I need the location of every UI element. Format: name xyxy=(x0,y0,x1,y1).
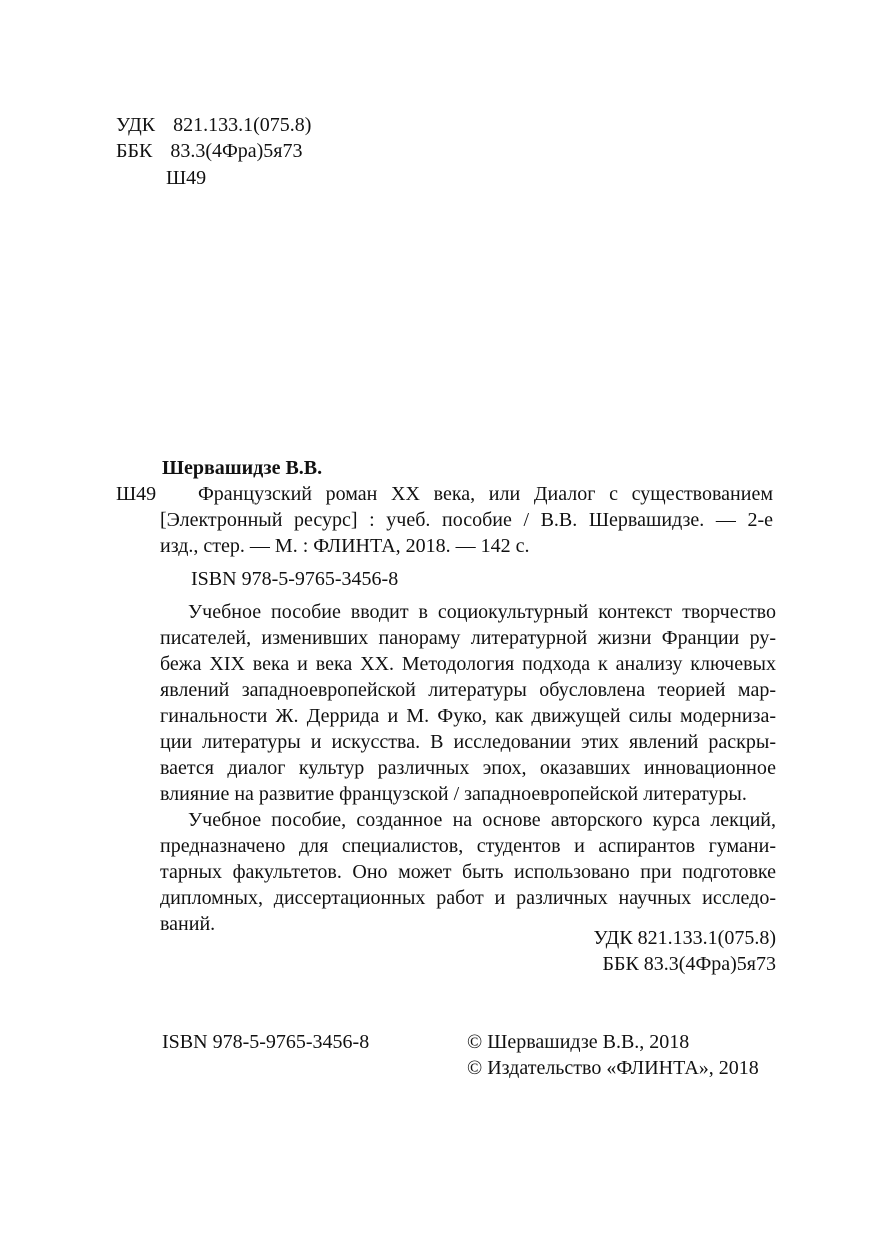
record-title-line-3: изд., стер. — М. : ФЛИНТА, 2018. — 142 с. xyxy=(160,535,530,557)
abstract-p2-line-5: ваний. xyxy=(160,913,216,935)
footer-copyright-author: © Шервашидзе В.В., 2018 xyxy=(467,1031,690,1053)
abstract-p2-line-2: предназначено для специалистов, студентов и аспирантов гумани- xyxy=(160,835,776,857)
classification-udk: УДК 821.133.1(075.8) xyxy=(593,927,776,949)
abstract-p2-line-4: дипломных, диссертационных работ и различных научных исследо- xyxy=(160,887,776,909)
header-bbk-label: ББК xyxy=(116,140,153,162)
abstract-p1-line-2: писателей, изменивших панораму литературной жизни Франции ру- xyxy=(160,627,776,649)
record-isbn: ISBN 978-5-9765-3456-8 xyxy=(191,568,399,590)
header-udk-value: 821.133.1(075.8) xyxy=(173,114,312,136)
abstract-p1-line-7: вается диалог культур различных эпох, оказавших инновационное xyxy=(160,757,776,779)
record-title-line-1: Французский роман ХХ века, или Диалог с существованием xyxy=(198,483,773,505)
abstract-p1-line-8: влияние на развитие французской / западноевропейской литературы. xyxy=(160,783,747,805)
footer-copyright-publisher: © Издательство «ФЛИНТА», 2018 xyxy=(467,1057,759,1079)
abstract-p1-line-6: ции литературы и искусства. В исследовании этих явлений раскры- xyxy=(160,731,776,753)
abstract-p1-line-5: гинальности Ж. Деррида и М. Фуко, как движущей силы модерниза- xyxy=(160,705,776,727)
header-bbk-value: 83.3(4Фра)5я73 xyxy=(170,140,303,162)
record-mark: Ш49 xyxy=(116,483,157,505)
header-udk-line xyxy=(116,112,311,138)
abstract-p2-line-1: Учебное пособие, созданное на основе авторского курса лекций, xyxy=(188,809,776,831)
abstract-p1-line-3: бежа XIX века и века XX. Методология подхода к анализу ключевых xyxy=(160,653,776,675)
header-udk-label: УДК xyxy=(116,114,156,136)
footer-isbn: ISBN 978-5-9765-3456-8 xyxy=(162,1031,370,1053)
abstract-p1-line-4: явлений западноевропейской литературы обусловлена теорией мар- xyxy=(160,679,776,701)
header-bbk-line xyxy=(116,138,303,164)
record-title-line-2: [Электронный ресурс] : учеб. пособие / В.В. Шервашидзе. — 2-е xyxy=(160,509,773,531)
abstract-p2-line-3: тарных факультетов. Оно может быть использовано при подготовке xyxy=(160,861,776,883)
header-author-mark: Ш49 xyxy=(166,167,207,189)
classification-bbk: ББК 83.3(4Фра)5я73 xyxy=(602,953,776,975)
abstract-p1-line-1: Учебное пособие вводит в социокультурный контекст творчество xyxy=(188,601,776,623)
record-author: Шервашидзе В.В. xyxy=(162,457,323,479)
